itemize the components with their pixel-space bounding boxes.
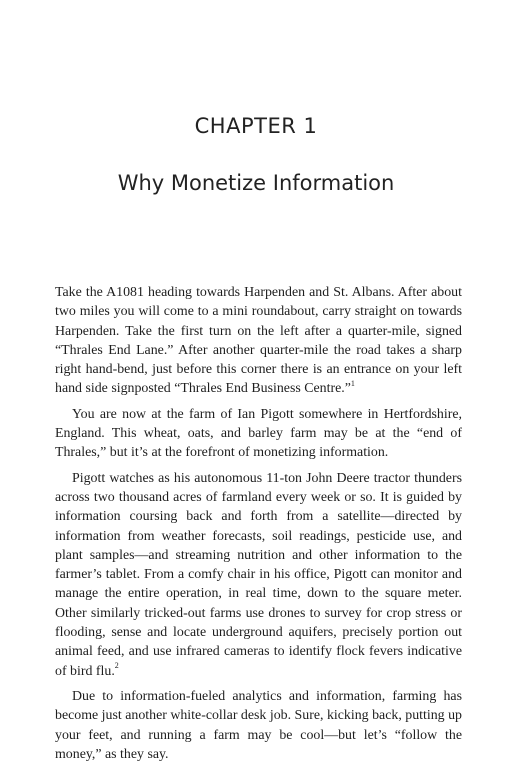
paragraph-4 [55, 687, 462, 764]
paragraph-4-text: Due to information-fueled analytics and information, farming has become just another white-collar desk job. Sure, kicking back, putting up your feet, and running a farm may be cool—but let’s “follow the money,” as they say. [55, 688, 462, 762]
footnote-marker-1: 1 [350, 378, 355, 388]
paragraph-2 [55, 405, 462, 463]
footnote-marker-2: 2 [114, 661, 119, 671]
paragraph-1 [55, 283, 462, 399]
chapter-body [55, 283, 462, 770]
paragraph-2-text: You are now at the farm of Ian Pigott somewhere in Hertfordshire, England. This wheat, oats, and barley farm may be at the “end of Thrales,” but it’s at the forefront of monetizing information. [55, 406, 462, 461]
chapter-number: CHAPTER 1 [194, 114, 318, 138]
paragraph-3 [55, 469, 462, 681]
paragraph-3-text: Pigott watches as his autonomous 11-ton John Deere tractor thunders across two thousand acres of farmland every week or so. It is guided by information coursing back and forth from a satellite—directed by information from weather forecasts, soil readings, pesticide use, and plant samples—and streaming nutrition and other information to the farmer’s tablet. From a comfy chair in his office, Pigott can monitor and manage the entire operation, in real time, down to the square meter. Other similarly tricked-out farms use drones to survey for crop stress or flooding, sense and locate underground aquifers, precisely portion out animal feed, and use infrared cameras to identify flock fevers indicative of bird flu. [55, 470, 462, 679]
chapter-title: Why Monetize Information [117, 171, 395, 195]
paragraph-1-text: Take the A1081 heading towards Harpenden and St. Albans. After about two miles you will come to a mini roundabout, carry straight on towards Harpenden. Take the first turn on the left after a quarter-mile, signed “Thrales End Lane.” After another quarter-mile the road takes a sharp right hand-bend, just before this corner there is an entrance on your left hand side signposted “Thrales End Business Centre.” [55, 285, 462, 397]
